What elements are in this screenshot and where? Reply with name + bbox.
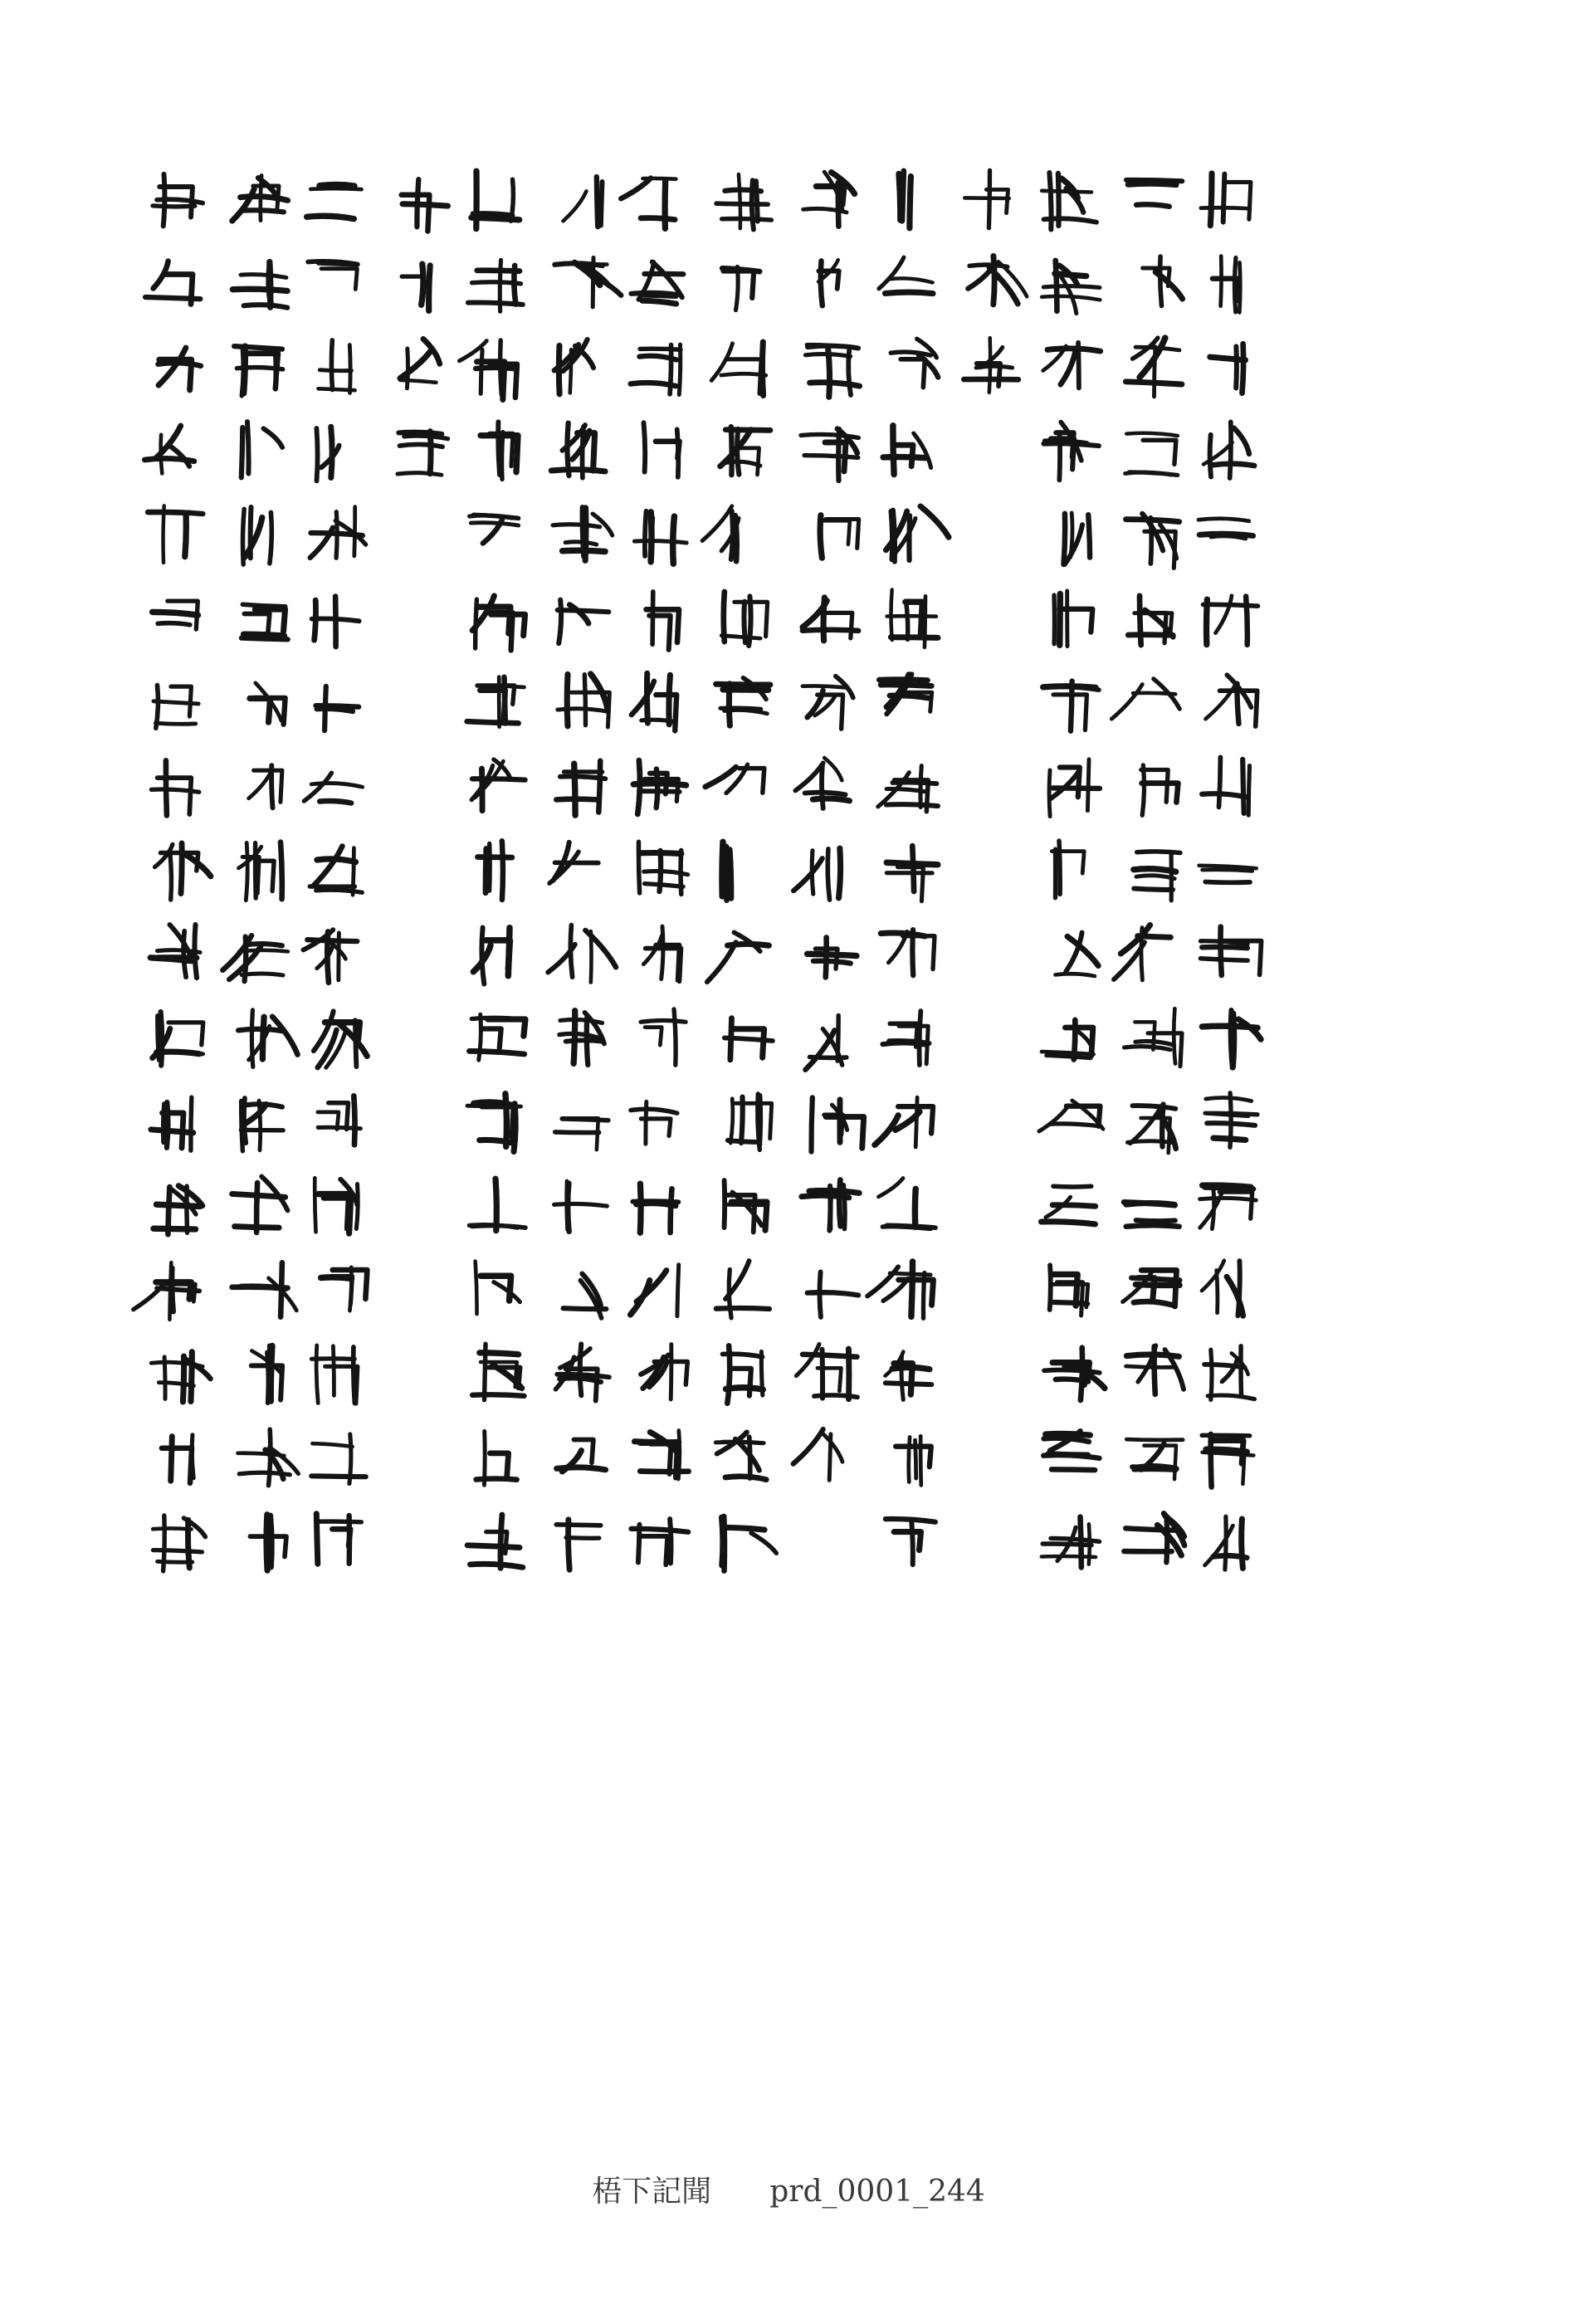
manuscript-glyph xyxy=(251,1345,282,1403)
manuscript-glyph xyxy=(1141,765,1179,815)
manuscript-glyph xyxy=(481,422,518,479)
manuscript-glyph xyxy=(314,1011,367,1067)
manuscript-glyph xyxy=(631,1265,679,1316)
manuscript-glyph xyxy=(1210,344,1246,393)
manuscript-glyph xyxy=(1043,1431,1099,1470)
manuscript-glyph xyxy=(883,426,931,475)
manuscript-glyph xyxy=(631,344,681,394)
manuscript-glyph xyxy=(150,925,200,978)
manuscript-glyph xyxy=(311,1434,365,1484)
manuscript-glyph xyxy=(725,1180,768,1232)
manuscript-glyph xyxy=(315,1178,358,1233)
manuscript-glyph xyxy=(151,1097,193,1150)
manuscript-glyph xyxy=(716,678,770,726)
manuscript-glyph xyxy=(707,932,769,982)
manuscript-glyph xyxy=(1052,841,1084,898)
manuscript-glyph xyxy=(723,1345,764,1404)
manuscript-glyph xyxy=(819,515,858,559)
manuscript-glyph xyxy=(796,1344,857,1399)
manuscript-glyph xyxy=(634,511,686,564)
manuscript-glyph xyxy=(468,260,523,311)
manuscript-glyph xyxy=(250,683,286,725)
manuscript-glyph xyxy=(635,1431,689,1480)
manuscript-glyph xyxy=(556,1520,601,1570)
manuscript-glyph xyxy=(155,843,211,900)
manuscript-glyph xyxy=(1064,513,1091,564)
manuscript-glyph xyxy=(1126,1345,1184,1394)
manuscript-glyph xyxy=(154,1186,203,1235)
manuscript-glyph xyxy=(1042,261,1100,314)
manuscript-glyph xyxy=(1202,757,1249,815)
manuscript-glyph xyxy=(715,1433,766,1480)
manuscript-glyph xyxy=(1125,338,1182,397)
manuscript-glyph xyxy=(722,1516,777,1571)
manuscript-glyph xyxy=(144,426,194,474)
manuscript-column xyxy=(1039,173,1105,1567)
manuscript-column xyxy=(1111,180,1184,1562)
manuscript-glyph xyxy=(467,1515,523,1568)
manuscript-glyph xyxy=(1044,1348,1105,1400)
manuscript-glyph xyxy=(1213,256,1240,313)
manuscript-glyph xyxy=(1114,925,1170,980)
manuscript-glyph xyxy=(621,178,676,229)
manuscript-glyph xyxy=(162,1435,193,1483)
manuscript-glyph xyxy=(476,1431,517,1485)
manuscript-glyph xyxy=(145,261,200,305)
manuscript-glyph xyxy=(1124,1008,1182,1067)
manuscript-glyph xyxy=(1127,1105,1175,1154)
manuscript-glyph xyxy=(319,340,355,393)
manuscript-glyph xyxy=(803,598,858,641)
manuscript-glyph xyxy=(632,673,676,730)
manuscript-glyph xyxy=(1204,1346,1255,1400)
manuscript-glyph xyxy=(720,427,770,475)
manuscript-glyph xyxy=(1202,1010,1261,1067)
manuscript-glyph xyxy=(891,339,938,387)
manuscript-glyph xyxy=(242,604,288,639)
manuscript-glyph xyxy=(803,676,853,730)
manuscript-glyph xyxy=(153,1012,203,1066)
manuscript-glyph xyxy=(1043,343,1101,388)
manuscript-glyph xyxy=(472,596,525,651)
manuscript-glyph xyxy=(232,1177,288,1233)
manuscript-glyph xyxy=(1202,1434,1253,1487)
manuscript-glyph xyxy=(308,261,358,290)
manuscript-glyph xyxy=(154,686,198,729)
manuscript-glyph xyxy=(881,930,935,975)
manuscript-glyph xyxy=(310,847,362,896)
manuscript-glyph xyxy=(1125,433,1178,476)
manuscript-glyph xyxy=(1205,1516,1247,1570)
manuscript-glyph xyxy=(1043,422,1099,481)
manuscript-glyph xyxy=(1054,591,1092,647)
manuscript-glyph xyxy=(1205,1093,1257,1148)
manuscript-glyph xyxy=(643,926,681,981)
manuscript-glyph xyxy=(559,1011,604,1065)
manuscript-glyph xyxy=(808,937,857,977)
manuscript-glyph xyxy=(716,174,771,230)
manuscript-glyph xyxy=(232,1262,297,1316)
manuscript-column xyxy=(867,171,949,1565)
manuscript-column xyxy=(459,171,525,1568)
manuscript-glyph xyxy=(867,1262,933,1318)
manuscript-glyph xyxy=(553,507,613,560)
manuscript-glyph xyxy=(722,842,731,900)
manuscript-glyph xyxy=(469,1179,525,1230)
manuscript-glyph xyxy=(554,257,621,307)
manuscript-glyph xyxy=(793,848,840,900)
manuscript-glyph xyxy=(633,760,686,814)
manuscript-glyph xyxy=(886,1352,932,1400)
manuscript-glyph xyxy=(1126,180,1182,207)
manuscript-glyph xyxy=(875,1097,933,1147)
manuscript-glyph xyxy=(554,339,593,394)
manuscript-glyph xyxy=(1056,933,1099,977)
manuscript-glyph xyxy=(702,506,739,562)
manuscript-glyph xyxy=(400,339,440,388)
manuscript-glyph xyxy=(882,1011,929,1065)
manuscript-glyph xyxy=(641,1345,687,1399)
manuscript-glyph xyxy=(307,184,362,218)
manuscript-glyph xyxy=(556,1344,609,1400)
manuscript-glyph xyxy=(557,1440,606,1472)
manuscript-glyph xyxy=(1206,675,1257,726)
manuscript-glyph xyxy=(1204,422,1254,478)
manuscript-glyph xyxy=(1199,866,1257,883)
manuscript-glyph xyxy=(801,429,858,481)
manuscript-column xyxy=(134,174,211,1571)
manuscript-glyph xyxy=(805,344,859,397)
manuscript-glyph xyxy=(644,422,680,477)
manuscript-glyph xyxy=(548,925,616,983)
manuscript-glyph xyxy=(711,342,766,396)
manuscript-glyph xyxy=(564,177,603,227)
manuscript-glyph xyxy=(805,1015,846,1069)
manuscript-glyph xyxy=(1124,1202,1179,1226)
manuscript-glyph xyxy=(1134,852,1180,901)
manuscript-glyph xyxy=(467,677,525,727)
manuscript-glyph xyxy=(1199,519,1253,539)
manuscript-glyph xyxy=(238,1010,297,1067)
manuscript-column xyxy=(1199,173,1262,1570)
book-title: 梧下記聞 xyxy=(592,2175,712,2209)
manuscript-glyph xyxy=(1202,1261,1243,1316)
manuscript-glyph xyxy=(818,260,839,305)
manuscript-glyph xyxy=(321,1267,368,1311)
page-id: prd_0001_244 xyxy=(769,2175,985,2209)
manuscript-glyph xyxy=(558,600,609,643)
manuscript-glyph xyxy=(706,764,764,793)
manuscript-glyph xyxy=(964,170,1008,227)
manuscript-glyph xyxy=(803,172,855,227)
manuscript-glyph xyxy=(467,1094,521,1152)
manuscript-glyph xyxy=(318,1096,361,1145)
manuscript-glyph xyxy=(795,758,849,808)
manuscript-glyph xyxy=(899,171,911,228)
manuscript-glyph xyxy=(310,507,366,559)
manuscript-glyph xyxy=(1123,1270,1180,1306)
manuscript-glyph xyxy=(1043,681,1099,731)
manuscript-glyph xyxy=(647,592,680,650)
manuscript-glyph xyxy=(232,262,287,308)
manuscript-glyph xyxy=(473,928,510,984)
manuscript-glyph xyxy=(316,1514,361,1565)
manuscript-glyph xyxy=(1126,1439,1183,1479)
manuscript-glyph xyxy=(459,340,517,400)
manuscript-glyph xyxy=(242,507,271,564)
manuscript-glyph xyxy=(1042,173,1096,229)
manuscript-glyph xyxy=(964,338,1018,393)
manuscript-column xyxy=(702,174,776,1571)
manuscript-glyph xyxy=(886,1519,935,1565)
manuscript-glyph xyxy=(1042,1186,1096,1224)
manuscript-glyph xyxy=(1042,1020,1094,1060)
manuscript-glyph xyxy=(632,1184,678,1233)
manuscript-glyph xyxy=(725,1018,773,1060)
manuscript-column xyxy=(793,172,864,1480)
manuscript-glyph xyxy=(304,773,362,803)
manuscript-glyph xyxy=(878,766,938,812)
manuscript-glyph xyxy=(476,1262,520,1315)
manuscript-column xyxy=(303,184,367,1564)
manuscript-glyph xyxy=(316,427,339,481)
manuscript-glyph xyxy=(250,1515,286,1570)
manuscript-glyph xyxy=(402,264,430,310)
manuscript-glyph xyxy=(222,935,288,981)
manuscript-glyph xyxy=(886,506,949,562)
manuscript-column xyxy=(222,175,298,1570)
manuscript-glyph xyxy=(1050,1265,1088,1316)
manuscript-glyph xyxy=(1143,256,1183,305)
manuscript-glyph xyxy=(1042,1517,1100,1568)
manuscript-glyph xyxy=(722,266,759,310)
manuscript-glyph xyxy=(153,174,203,227)
manuscript-glyph xyxy=(153,601,198,629)
manuscript-glyph xyxy=(879,674,931,714)
manuscript-column xyxy=(398,179,448,475)
manuscript-glyph xyxy=(151,1352,210,1402)
manuscript-glyph xyxy=(312,1345,358,1404)
manuscript-glyph xyxy=(1039,1101,1103,1131)
manuscript-glyph xyxy=(728,1094,772,1150)
manuscript-glyph xyxy=(398,432,448,476)
manuscript-glyph xyxy=(1111,679,1179,719)
manuscript-glyph xyxy=(631,1101,677,1144)
manuscript-glyph xyxy=(555,1118,608,1150)
manuscript-glyph xyxy=(238,1429,299,1486)
manuscript-column xyxy=(621,178,688,1565)
manuscript-glyph xyxy=(638,842,687,894)
manuscript-glyph xyxy=(1128,596,1173,645)
manuscript-glyph xyxy=(1200,1185,1257,1229)
manuscript-glyph xyxy=(470,515,519,543)
manuscript-glyph xyxy=(1200,927,1261,976)
manuscript-glyph xyxy=(631,1519,688,1565)
manuscript-glyph xyxy=(232,175,288,221)
manuscript-glyph xyxy=(471,759,525,811)
manuscript-glyph xyxy=(802,1180,859,1231)
manuscript-glyph xyxy=(721,592,767,646)
manuscript-glyph xyxy=(793,1429,842,1480)
manuscript-glyph xyxy=(153,1516,205,1571)
manuscript-glyph xyxy=(312,597,359,647)
manuscript-glyph xyxy=(1204,596,1258,645)
manuscript-glyph xyxy=(641,1009,686,1065)
manuscript-glyph xyxy=(632,262,684,304)
manuscript-glyph xyxy=(242,422,282,477)
manuscript-glyph xyxy=(402,179,448,232)
manuscript-glyph xyxy=(239,842,282,901)
manuscript-glyph xyxy=(878,1179,935,1228)
manuscript-glyph xyxy=(316,686,359,730)
manuscript-glyph xyxy=(469,1014,525,1060)
manuscript-glyph xyxy=(886,846,938,901)
manuscript-glyph xyxy=(472,1344,524,1400)
manuscript-glyph xyxy=(249,765,282,808)
manuscript-glyph xyxy=(556,761,605,816)
manuscript-glyph xyxy=(234,346,283,396)
manuscript-glyph xyxy=(477,841,512,900)
manuscript-glyph xyxy=(471,171,520,229)
manuscript-glyph xyxy=(551,423,605,478)
manuscript-glyph xyxy=(554,1181,608,1232)
manuscript-glyph xyxy=(303,930,357,983)
manuscript-glyph xyxy=(1201,173,1251,226)
manuscript-glyph xyxy=(896,1436,931,1485)
manuscript-glyph xyxy=(558,674,610,727)
manuscript-glyph xyxy=(148,505,203,563)
manuscript-glyph xyxy=(151,760,198,815)
manuscript-glyph xyxy=(716,1261,769,1318)
manuscript-glyph xyxy=(241,1098,283,1151)
manuscript-glyph xyxy=(549,842,598,883)
manuscript-column xyxy=(548,177,621,1570)
manuscript-glyph xyxy=(879,257,933,294)
manuscript-column xyxy=(964,170,1027,393)
manuscript-glyph xyxy=(1124,1513,1184,1562)
manuscript-glyph xyxy=(968,256,1027,305)
manuscript-glyph xyxy=(564,1274,607,1318)
manuscript-glyph xyxy=(887,590,938,647)
manuscript-glyph xyxy=(134,1262,200,1320)
manuscript-glyph xyxy=(159,348,201,390)
manuscript-glyph xyxy=(808,1272,859,1317)
manuscript-glyph xyxy=(1126,514,1179,569)
page-footer xyxy=(0,2168,1577,2210)
manuscript-glyph xyxy=(1049,759,1100,817)
manuscript-glyph xyxy=(811,1097,863,1151)
